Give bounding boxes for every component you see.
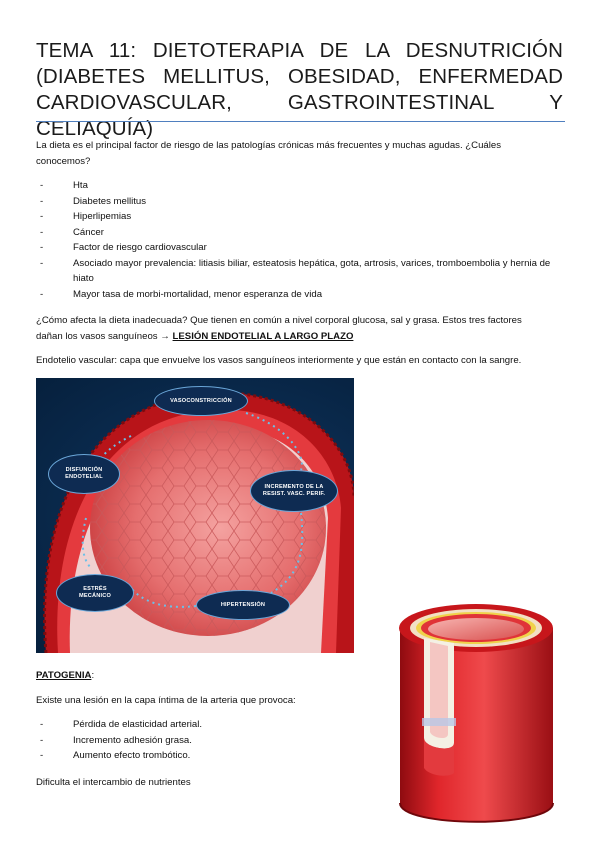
list-item: - Cáncer <box>36 225 556 241</box>
patogenia-colon: : <box>91 670 95 681</box>
label-disfuncion-endotelial <box>48 454 120 494</box>
list-item: - Incremento adhesión grasa. <box>36 733 366 749</box>
title-divider <box>36 121 565 122</box>
patogenia-heading: PATOGENIA <box>36 670 92 681</box>
list-item: - Factor de riesgo cardiovascular <box>36 240 556 256</box>
list-item: - Hta <box>36 178 556 194</box>
label-hipertension: HIPERTENSIÓN <box>196 590 290 620</box>
lesion-highlight: LESIÓN ENDOTELIAL A LARGO PLAZO <box>172 330 354 342</box>
question-paragraph <box>36 313 551 344</box>
arrow-icon: → <box>160 330 170 342</box>
label-vasoconstriccion: VASOCONSTRICCIÓN <box>154 386 248 416</box>
list-item: - Mayor tasa de morbi-mortalidad, menor esperanza de vida <box>36 287 556 303</box>
closing-paragraph: Dificulta el intercambio de nutrientes <box>36 777 191 788</box>
intro-paragraph: La dieta es el principal factor de riesgo de las patologías crónicas más frecuentes y muchas agudas. ¿Cuáles conocemos? <box>36 140 502 167</box>
list-item: - Asociado mayor prevalencia: litiasis biliar, esteatosis hepática, gota, artrosis, varices, tromboembolia y hernia de hiato <box>36 256 556 287</box>
patogenia-list <box>36 717 366 764</box>
label-incremento-resistencia <box>250 470 338 512</box>
risk-factor-list <box>36 178 556 302</box>
artery-cylinder-graphic <box>394 598 559 836</box>
question-text: ¿Cómo afecta la dieta inadecuada? Que tienen en común a nivel corporal glucosa, sal y grasa. Estos tres factores dañan los vasos sanguíneos <box>36 315 522 342</box>
label-line: INCREMENTO DE LA <box>264 484 324 490</box>
label-line: RESIST. VASC. PERIF. <box>262 491 326 497</box>
list-item: - Diabetes mellitus <box>36 194 556 210</box>
list-item: - Hiperlipemias <box>36 209 556 225</box>
label-estres-mecanico <box>56 574 134 612</box>
endotelio-paragraph: Endotelio vascular: capa que envuelve los vasos sanguíneos interiormente y que están en contacto con la sangre. <box>36 355 522 366</box>
label-line: DISFUNCIÓN <box>65 467 103 473</box>
endothelial-cycle-figure <box>36 378 354 653</box>
label-line: MECÁNICO <box>78 593 112 599</box>
list-item: - Pérdida de elasticidad arterial. <box>36 717 366 733</box>
list-item: - Aumento efecto trombótico. <box>36 748 366 764</box>
artery-cylinder-illustration <box>394 598 559 836</box>
label-line: ESTRÉS <box>83 586 107 592</box>
patogenia-heading-line <box>36 668 94 684</box>
label-line: ENDOTELIAL <box>65 474 103 480</box>
artery-cutaway-illustration <box>36 378 354 653</box>
page-title: TEMA 11: DIETOTERAPIA DE LA DESNUTRICIÓN (DIABETES MELLITUS, OBESIDAD, ENFERMEDAD CARDIOVASCULAR, GASTROINTESTINAL Y CELIAQUÍA) <box>36 39 563 140</box>
patogenia-text: Existe una lesión en la capa íntima de la arteria que provoca: <box>36 695 296 706</box>
